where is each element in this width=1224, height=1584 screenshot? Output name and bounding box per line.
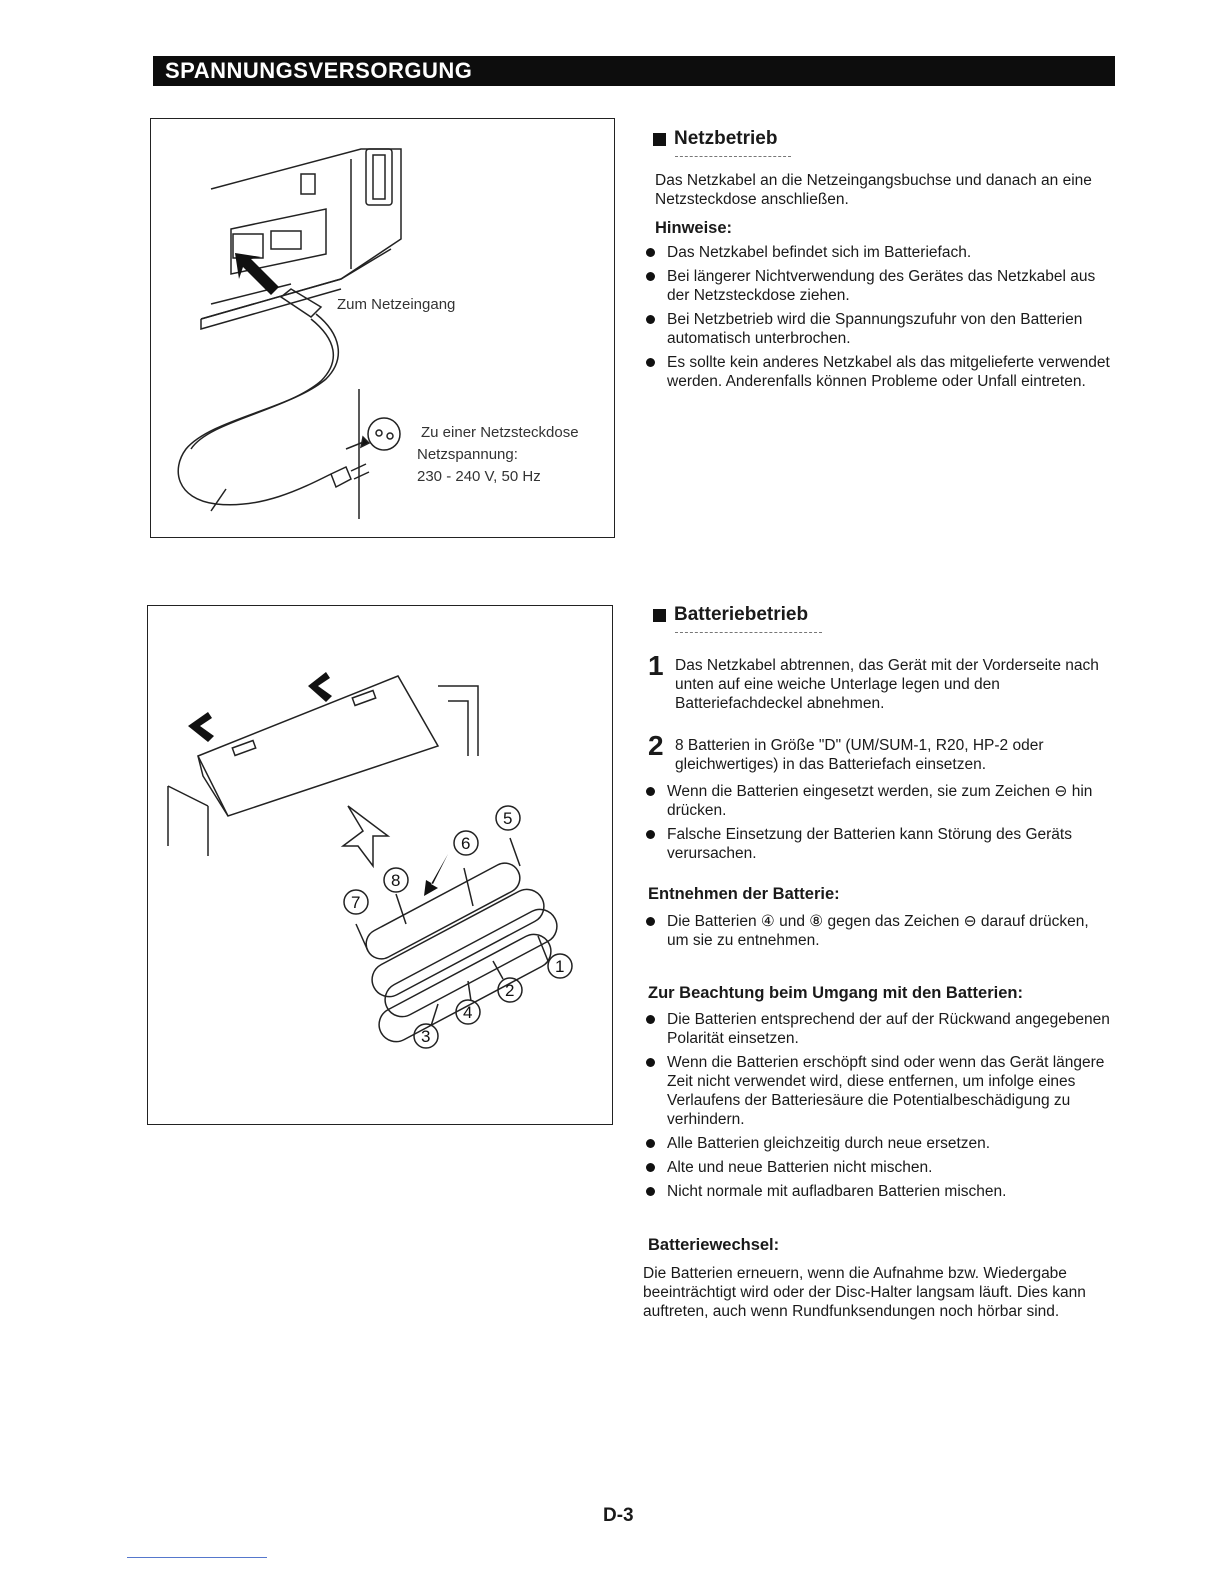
circle-label-4: 4 [463,1003,473,1022]
step-text: 8 Batterien in Größe "D" (UM/SUM-1, R20, HP-2 oder gleichwertiges) in das Batteriefach einsetzen. [675,737,1044,773]
list-item: Das Netzkabel befindet sich im Batteriefach. [643,243,1113,262]
list-item: Die Batterien entsprechend der auf der Rückwand angegebenen Polarität einsetzen. [643,1010,1113,1048]
list-item: Nicht normale mit aufladbaren Batterien mischen. [643,1182,1113,1201]
heading-square-icon [653,609,666,622]
heading-underline [675,632,822,633]
heading-batteriebetrieb-text: Batteriebetrieb [674,604,809,625]
step-text: Das Netzkabel abtrennen, das Gerät mit der Vorderseite nach unten auf eine weiche Unterlage legen und den Batteriefachdeckel abnehmen. [675,657,1099,712]
step-1 [648,650,1113,713]
change-title: Batteriewechsel: [648,1236,780,1254]
heading-square-icon [653,133,666,146]
care-title: Zur Beachtung beim Umgang mit den Batterien: [648,984,1023,1002]
heading-underline [675,156,791,157]
step-number: 2 [648,730,664,761]
list-item: Alte und neue Batterien nicht mischen. [643,1158,1113,1177]
figure-battery-compartment [147,605,613,1125]
arrow-push-icon [424,854,448,896]
figure-ac-power [150,118,615,538]
label-voltage: 230 - 240 V, 50 Hz [417,468,541,485]
footer-rule [127,1557,267,1558]
circle-label-3: 3 [421,1027,431,1046]
figure-battery-drawing [148,606,612,1124]
circle-label-8: 8 [391,871,401,890]
arrow-inlet-icon [235,253,279,295]
remove-title: Entnehmen der Batterie: [648,885,840,903]
step-notes-list [643,782,1113,868]
change-text: Die Batterien erneuern, wenn die Aufnahme bzw. Wiedergabe beeinträchtigt wird oder der Disc-Halter langsam läuft. Dies kann auftreten, auch wenn Rundfunksendungen noch hörbar sind. [643,1265,1086,1320]
notes-list [643,243,1113,396]
heading-netzbetrieb-text: Netzbetrieb [674,128,778,149]
remove-list [643,912,1113,955]
circle-label-5: 5 [503,809,513,828]
list-item: Wenn die Batterien eingesetzt werden, sie zum Zeichen ⊖ hin drücken. [643,782,1113,820]
list-item: Falsche Einsetzung der Batterien kann Störung des Geräts verursachen. [643,825,1113,863]
arrow-cover-1-icon [308,672,332,702]
circle-label-2: 2 [505,981,515,1000]
label-voltage-title: Netzspannung: [417,446,518,463]
list-item: Wenn die Batterien erschöpft sind oder wenn das Gerät längere Zeit nicht verwendet wird, diese entfernen, um infolge eines Verlaufens der Batteriesäure die Potentialbeschädigung zu verhindern. [643,1053,1113,1129]
list-item: Alle Batterien gleichzeitig durch neue ersetzen. [643,1134,1113,1153]
notes-title: Hinweise: [655,219,733,237]
heading-netzbetrieb [653,128,777,150]
list-item: Es sollte kein anderes Netzkabel als das mitgelieferte verwendet werden. Anderenfalls können Probleme oder Unfall eintreten. [643,353,1113,391]
circle-label-1: 1 [555,957,565,976]
list-item: Bei längerer Nichtverwendung des Gerätes das Netzkabel aus der Netzsteckdose ziehen. [643,267,1113,305]
section-title: SPANNUNGSVERSORGUNG [165,58,473,83]
page-number: D-3 [603,1505,634,1526]
netz-intro: Das Netzkabel an die Netzeingangsbuchse und danach an eine Netzsteckdose anschließen. [655,172,1092,208]
arrow-cover-2-icon [188,712,214,742]
care-list [643,1010,1113,1206]
circle-label-7: 7 [351,893,361,912]
circle-label-6: 6 [461,834,471,853]
list-item: Die Batterien ④ und ⑧ gegen das Zeichen ⊖ darauf drücken, um sie zu entnehmen. [643,912,1113,950]
step-number: 1 [648,650,664,681]
section-header-bar [153,56,1115,86]
list-item: Bei Netzbetrieb wird die Spannungszufuhr von den Batterien automatisch unterbrochen. [643,310,1113,348]
heading-batteriebetrieb [653,604,808,626]
figure-ac-power-drawing [151,119,614,537]
label-inlet: Zum Netzeingang [337,296,456,313]
step-2 [648,730,1113,774]
label-socket: Zu einer Netzsteckdose [421,424,579,441]
